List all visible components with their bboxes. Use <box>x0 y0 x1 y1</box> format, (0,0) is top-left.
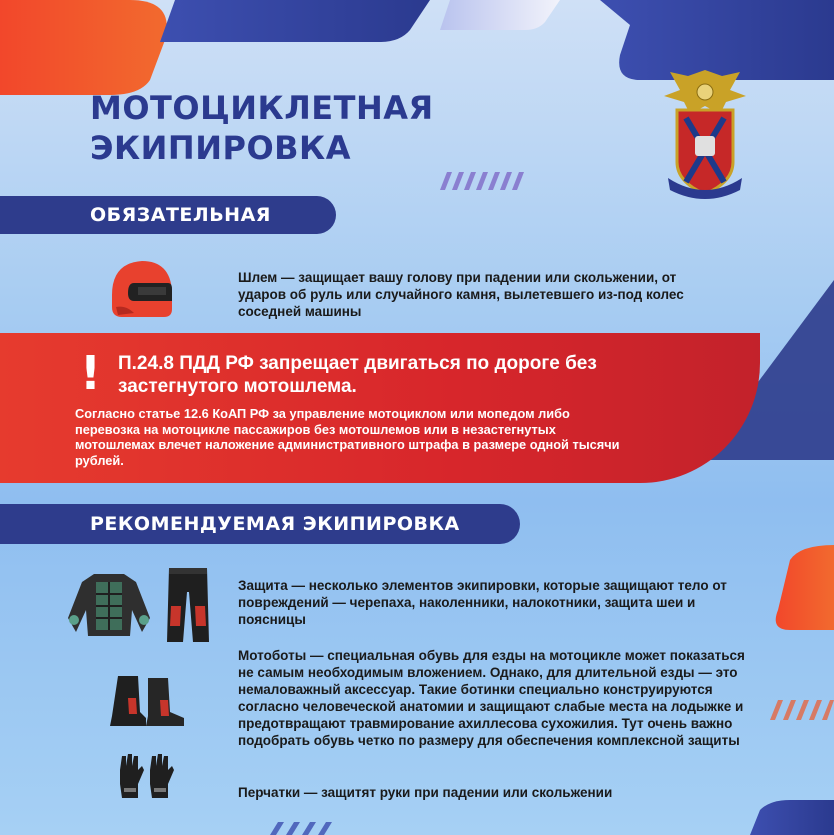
hatch-marks-top <box>440 172 524 190</box>
light-stripe-top <box>440 0 560 30</box>
helmet-icon <box>104 255 176 327</box>
hatch-marks-bottom <box>770 700 834 720</box>
gloves-term: Перчатки <box>238 785 301 800</box>
protection-description <box>238 577 758 628</box>
warning-title: П.24.8 ПДД РФ запрещает двигаться по дороге без застегнутого мотошлема. <box>118 353 597 397</box>
section-header-required <box>0 196 336 234</box>
section-header-recommended-label: РЕКОМЕНДУЕМАЯ ЭКИПИРОВКА <box>90 513 460 535</box>
page-title-line2: ЭКИПИРОВКА <box>90 129 351 167</box>
hatch-marks-bottom-left <box>270 822 332 835</box>
protection-jacket-icon <box>66 570 152 640</box>
gloves-icon <box>116 752 176 800</box>
protection-term: Защита <box>238 578 288 593</box>
boots-icon <box>108 672 188 730</box>
police-emblem <box>660 62 750 202</box>
warning-body-rest: за управление мотоциклом или мопедом либо перевозка на мотоцикле пассажиров без мотошлемов или в незастегнутых мотошлемах влечет наложение административного штрафа в размере одной тысячи рублей. <box>75 406 620 468</box>
warning-exclamation-icon: ! <box>80 346 101 400</box>
gloves-text: — защитят руки при падении или скольжении <box>300 785 613 800</box>
section-header-required-label: ОБЯЗАТЕЛЬНАЯ <box>90 204 271 226</box>
navy-shape-bottom-right <box>750 800 834 835</box>
orange-shape-top-left <box>0 0 167 95</box>
boots-text: — специальная обувь для езды на мотоцикле может показаться не самым необходимым вложением. Однако, для длительной езды — это немаловажный аксессуар. Такие ботинки специально конструируются согласно человеческой анатомии и защищают слабые места на лодыжке и предотвращают травмирование ахиллесова сухожилия. Тут очень важно подобрать обувь четко по размеру для обеспечения комплексной защиты <box>238 648 745 748</box>
warning-body <box>75 406 635 468</box>
warning-body-prefix: Согласно <box>75 406 139 421</box>
warning-law-reference: статье 12.6 КоАП РФ <box>138 406 270 421</box>
helmet-description <box>238 269 708 320</box>
orange-shape-bottom-right <box>776 545 834 630</box>
navy-stripe-top <box>160 0 430 42</box>
page-title-line1: МОТОЦИКЛЕТНАЯ <box>90 89 434 127</box>
protection-pants-icon <box>163 566 213 646</box>
boots-term: Мотоботы <box>238 648 307 663</box>
gloves-description <box>238 784 758 801</box>
boots-description <box>238 647 758 749</box>
protection-text: — несколько элементов экипировки, которые защищают тело от повреждений — черепаха, наколенники, налокотники, защита шеи и поясницы <box>238 578 727 627</box>
helmet-term: Шлем <box>238 270 278 285</box>
helmet-text: — защищает вашу голову при падении или скольжении, от ударов об руль или случайного камня, вылетевшего из-под колес соседней машины <box>238 270 684 319</box>
section-header-recommended <box>0 504 520 544</box>
